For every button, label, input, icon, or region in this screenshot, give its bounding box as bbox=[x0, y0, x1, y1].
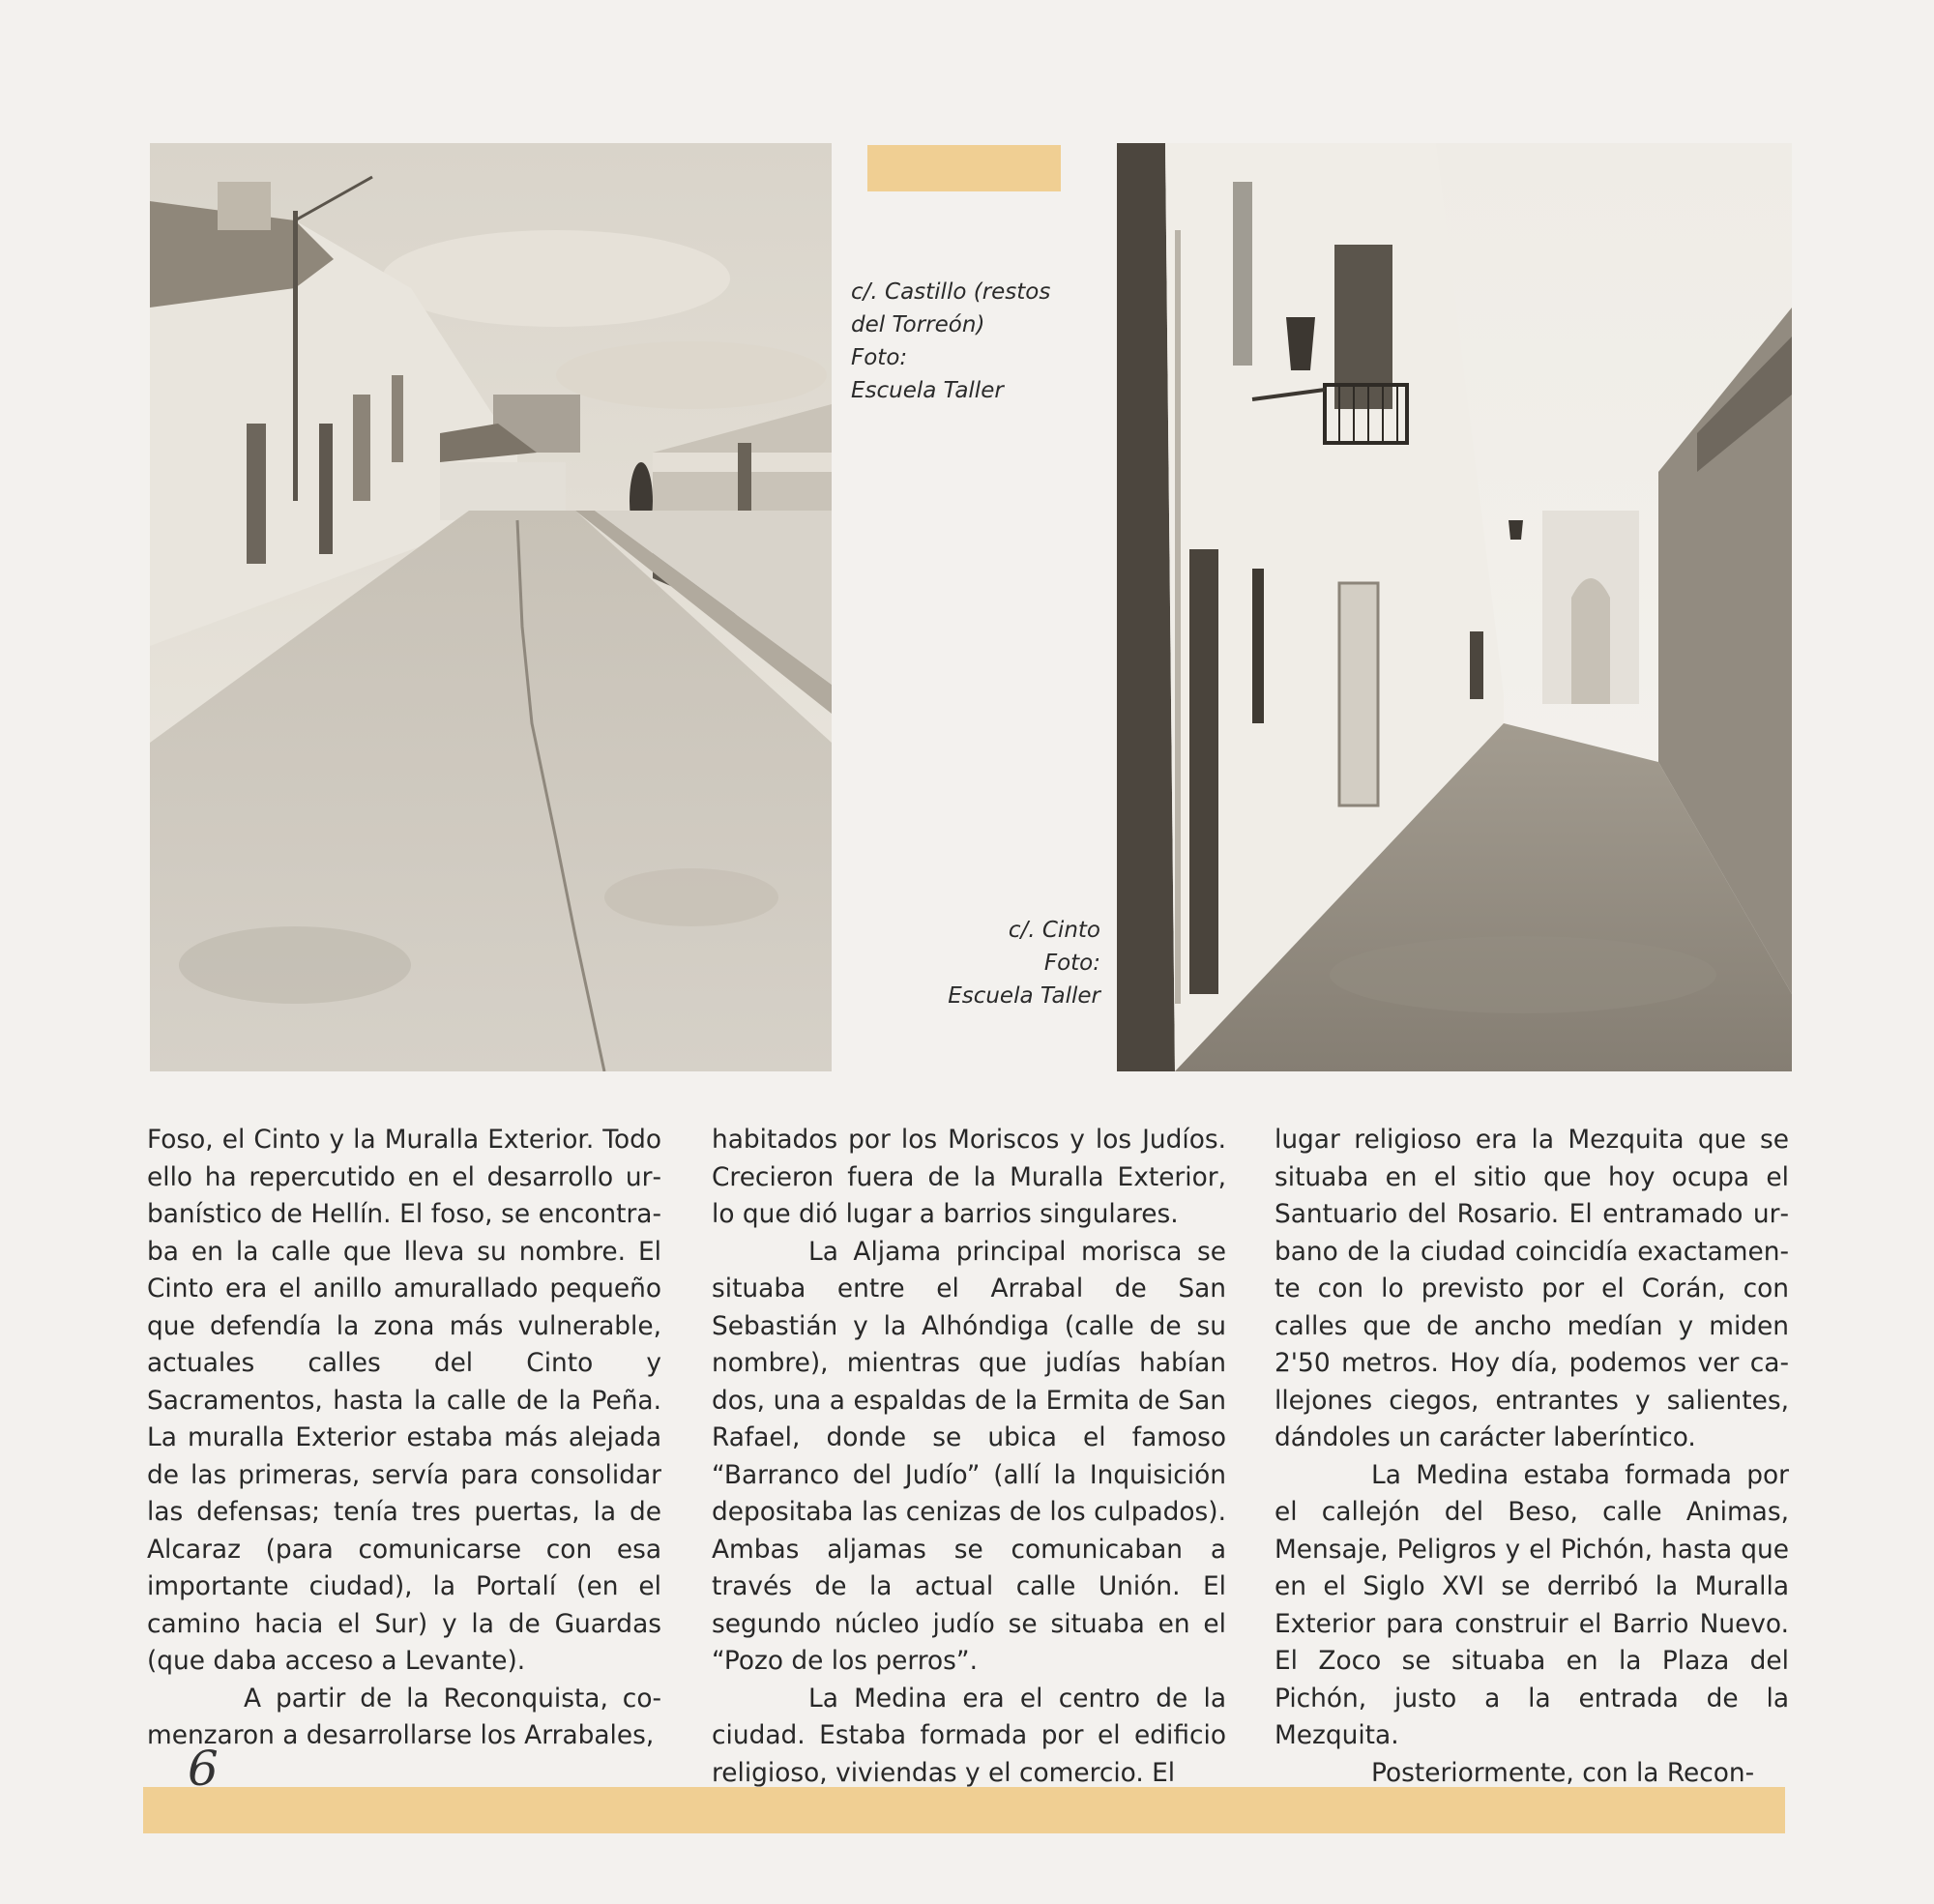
accent-bar-footer bbox=[143, 1787, 1785, 1833]
photo-cinto-street bbox=[1117, 143, 1792, 1071]
photo-cinto-street-image bbox=[1117, 143, 1792, 1071]
paragraph: Foso, el Cinto y la Muralla Exterior. Todo ello ha repercutido en el desarrollo urbanístico de Hellín. El foso, se encontraba en la calle que lleva su nombre. El Cinto era el anillo amurallado pequeño que defendía la zona más vulnerable, actuales calles del Cinto y Sacramentos, hasta la calle de la Peña. La muralla Exterior estaba más alejada de las primeras, servía para consolidar las defensas; tenía tres puertas, la de Alcaraz (para comunicarse con esa importante ciudad), la Portalí (en el camino hacia el Sur) y la de Guardas (que daba acceso a Levante). bbox=[147, 1125, 661, 1676]
photo-caption-cinto bbox=[899, 914, 1100, 1012]
caption-line: Foto: bbox=[1043, 951, 1100, 976]
text-column-2 bbox=[712, 1122, 1226, 1792]
paragraph: La Medina estaba formada por el callejón del Beso, calle Animas, Mensaje, Peligros y el Pichón, hasta que en el Siglo XVI se derribó la Muralla Exterior para construir el Barrio Nuevo. El Zoco se situaba en la Plaza del Pichón, justo a la entrada de la Mezquita. bbox=[1275, 1459, 1789, 1750]
paragraph: habitados por los Moriscos y los Judíos. Crecieron fuera de la Muralla Exterior, lo que dió lugar a barrios singulares. bbox=[712, 1125, 1226, 1229]
caption-line: c/. Cinto bbox=[1008, 918, 1100, 943]
photo-castillo-street bbox=[150, 143, 832, 1071]
text-column-1 bbox=[147, 1122, 661, 1755]
text-column-3 bbox=[1275, 1122, 1789, 1792]
paragraph: lugar religioso era la Mezquita que se situaba en el sitio que hoy ocupa el Santuario del Rosario. El entramado urbano de la ciudad coincidía exactamente con lo previsto por el Corán, con calles que de ancho medían y miden 2'50 metros. Hoy día, podemos ver callejones ciegos, entrantes y salientes, dándoles un carácter laberíntico. bbox=[1275, 1125, 1789, 1452]
paragraph: A partir de la Reconquista, comenzaron a desarrollarse los Arrabales, bbox=[147, 1683, 661, 1750]
paragraph: La Aljama principal morisca se situaba entre el Arrabal de San Sebastián y la Alhóndiga (calle de su nombre), mientras que judías habían dos, una a espaldas de la Ermita de San Rafael, donde se ubica el famoso “Barranco del Judío” (allí la Inquisición depositaba las cenizas de los culpados). Ambas aljamas se comunicaban a través de la actual calle Unión. El segundo núcleo judío se situaba en el “Pozo de los perros”. bbox=[712, 1236, 1226, 1676]
caption-line: Foto: bbox=[851, 345, 908, 370]
paragraph: Posteriormente, con la Recon- bbox=[1371, 1757, 1755, 1788]
caption-line: del Torreón) bbox=[851, 312, 985, 337]
caption-line: Escuela Taller bbox=[948, 983, 1100, 1009]
photo-castillo-street-image bbox=[150, 143, 832, 1071]
caption-line: c/. Castillo (restos bbox=[851, 279, 1051, 305]
photo-caption-castillo bbox=[851, 276, 1102, 407]
accent-bar-top bbox=[867, 145, 1061, 191]
paragraph: La Medina era el centro de la ciudad. Estaba formada por el edificio religioso, viviendas y el comercio. El bbox=[712, 1683, 1226, 1788]
page-number: 6 bbox=[188, 1741, 219, 1797]
caption-line: Escuela Taller bbox=[851, 378, 1004, 403]
